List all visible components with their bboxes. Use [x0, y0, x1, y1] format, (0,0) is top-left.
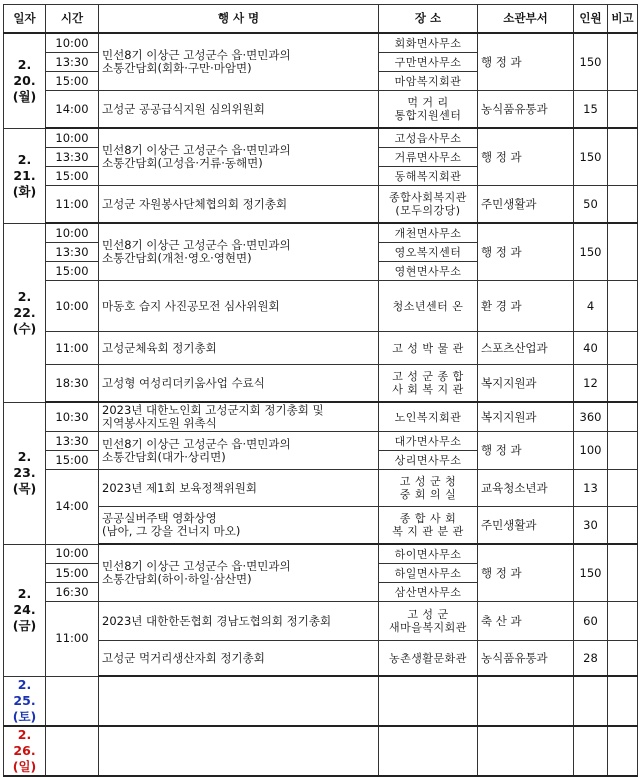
table-row: [4, 602, 638, 641]
note-cell: [608, 544, 638, 602]
place-cell: 마암복지회관: [379, 72, 478, 91]
empty-cell: [46, 676, 99, 726]
place-cell: 구만면사무소: [379, 53, 478, 72]
place-line: 고 성 군: [407, 608, 449, 621]
time-cell: 10:00: [46, 33, 99, 53]
header-place: 장 소: [379, 5, 478, 34]
event-name-line: 소통간담회(대가·상리면): [102, 449, 226, 464]
table-row: [4, 726, 638, 776]
event-name-line: 2023년 대한노인회 고성군지회 정기총회 및: [102, 403, 324, 417]
place-cell: [379, 470, 478, 507]
note-cell: [608, 186, 638, 224]
note-cell: [608, 223, 638, 281]
time-cell: 15:00: [46, 451, 99, 470]
event-name-line: 고성군 공공급식지원 심의위원회: [102, 101, 265, 116]
table-row: [4, 223, 638, 243]
event-name-line: 소통간담회(회화·구만·마암면): [102, 61, 252, 75]
place-cell: 대가면사무소: [379, 432, 478, 451]
empty-cell: [574, 676, 608, 726]
table-row: [4, 676, 638, 726]
note-cell: [608, 602, 638, 641]
time-cell: 13:30: [46, 243, 99, 262]
dept-cell: 행 정 과: [478, 33, 574, 91]
event-name-cell: [99, 365, 379, 403]
time-cell: 11:00: [46, 602, 99, 677]
event-name-line: 고성군체육회 정기총회: [102, 340, 217, 355]
day-date: 2. 20.: [13, 56, 36, 88]
day-weekday: (일): [12, 758, 37, 774]
count-cell: 150: [574, 223, 608, 281]
time-cell: 13:30: [46, 432, 99, 451]
count-cell: 40: [574, 332, 608, 365]
event-name-cell: [99, 602, 379, 641]
dept-cell: 복지지원과: [478, 402, 574, 432]
event-name-line: 고성형 여성리더키움사업 수료식: [102, 375, 265, 390]
empty-cell: [478, 726, 574, 776]
count-cell: 12: [574, 365, 608, 403]
day-date: 2. 21.: [13, 151, 36, 183]
place-line: 고 성 군 청: [399, 475, 457, 488]
day-date: 2. 22.: [13, 288, 36, 320]
event-name-line: 소통간담회(개천·영오·영현면): [102, 251, 252, 265]
day-weekday: (화): [12, 183, 37, 199]
dept-cell: 축 산 과: [478, 602, 574, 641]
day-date-cell: [4, 676, 46, 726]
event-name-line: 2023년 제1회 보육정책위원회: [102, 480, 257, 495]
empty-cell: [46, 726, 99, 776]
note-cell: [608, 128, 638, 186]
place-cell: 회화면사무소: [379, 33, 478, 53]
schedule-table: [3, 4, 638, 777]
empty-cell: [99, 676, 379, 726]
time-cell: 10:00: [46, 128, 99, 148]
count-cell: 4: [574, 281, 608, 332]
time-cell: 10:00: [46, 223, 99, 243]
place-cell: [379, 602, 478, 641]
time-cell: 13:30: [46, 148, 99, 167]
event-name-cell: [99, 432, 379, 470]
place-cell: 삼산면사무소: [379, 583, 478, 602]
note-cell: [608, 402, 638, 432]
event-name-cell: [99, 186, 379, 224]
place-cell: [379, 91, 478, 129]
note-cell: [608, 33, 638, 91]
time-cell: 11:00: [46, 186, 99, 224]
day-date-cell: [4, 128, 46, 223]
place-cell: 농촌생활문화관: [379, 641, 478, 677]
header-dept: 소관부서: [478, 5, 574, 34]
event-name-line: 민선8기 이상근 고성군수 읍·면민과의: [102, 238, 291, 252]
day-date: 2. 24.: [13, 586, 36, 617]
header-date: 일자: [4, 5, 46, 34]
place-cell: [379, 186, 478, 224]
time-cell: 10:00: [46, 281, 99, 332]
dept-cell: 행 정 과: [478, 432, 574, 470]
event-name-cell: [99, 402, 379, 432]
count-cell: 13: [574, 470, 608, 507]
dept-cell: 주민생활과: [478, 507, 574, 545]
place-cell: 동해복지회관: [379, 167, 478, 186]
time-cell: 16:30: [46, 583, 99, 602]
note-cell: [608, 432, 638, 470]
day-date: 2. 25.: [13, 676, 36, 708]
place-cell: 개천면사무소: [379, 223, 478, 243]
time-cell: 15:00: [46, 72, 99, 91]
note-cell: [608, 641, 638, 677]
note-cell: [608, 91, 638, 129]
place-line: 먹 거 리: [407, 96, 449, 109]
place-line: 종합사회복지관: [389, 191, 467, 204]
dept-cell: 환 경 과: [478, 281, 574, 332]
time-cell: 14:00: [46, 91, 99, 129]
place-cell: 하일면사무소: [379, 564, 478, 583]
dept-cell: 농식품유통과: [478, 91, 574, 129]
day-date-cell: [4, 726, 46, 776]
place-cell: 상리면사무소: [379, 451, 478, 470]
table-row: [4, 33, 638, 53]
place-line: 통합지원센터: [394, 109, 462, 122]
empty-cell: [478, 676, 574, 726]
table-row: [4, 544, 638, 564]
event-name-cell: [99, 507, 379, 545]
dept-cell: 복지지원과: [478, 365, 574, 403]
time-cell: 14:00: [46, 470, 99, 545]
event-name-line: 민선8기 이상근 고성군수 읍·면민과의: [102, 143, 291, 157]
day-weekday: (금): [12, 618, 37, 633]
event-name-cell: [99, 281, 379, 332]
dept-cell: 행 정 과: [478, 128, 574, 186]
place-cell: 영오복지센터: [379, 243, 478, 262]
count-cell: 100: [574, 432, 608, 470]
event-name-line: 고성군 자원봉사단체협의회 정기총회: [102, 196, 288, 211]
day-date-cell: [4, 402, 46, 544]
place-line: 중 회 의 실: [399, 488, 457, 501]
dept-cell: 교육청소년과: [478, 470, 574, 507]
day-date-cell: [4, 223, 46, 402]
count-cell: 360: [574, 402, 608, 432]
place-cell: 고 성 박 물 관: [379, 332, 478, 365]
day-weekday: (월): [12, 88, 37, 104]
place-cell: [379, 365, 478, 403]
table-row: [4, 332, 638, 365]
event-name-cell: [99, 128, 379, 186]
count-cell: 28: [574, 641, 608, 677]
day-date-cell: [4, 544, 46, 676]
event-name-cell: [99, 91, 379, 129]
event-name-cell: [99, 33, 379, 91]
empty-cell: [99, 726, 379, 776]
day-weekday: (목): [12, 481, 37, 496]
event-name-cell: [99, 223, 379, 281]
time-cell: 15:00: [46, 564, 99, 583]
count-cell: 150: [574, 33, 608, 91]
empty-cell: [608, 726, 638, 776]
event-name-cell: [99, 332, 379, 365]
event-name-line: 지역봉사지도원 위촉식: [102, 416, 217, 430]
day-weekday: (수): [12, 320, 37, 336]
table-row: [4, 507, 638, 545]
day-date: 2. 23.: [13, 449, 36, 480]
event-name-line: 민선8기 이상근 고성군수 읍·면민과의: [102, 436, 291, 451]
place-cell: 거류면사무소: [379, 148, 478, 167]
event-name-line: 소통간담회(고성읍·거류·동해면): [102, 156, 263, 170]
dept-cell: 스포츠산업과: [478, 332, 574, 365]
table-row: [4, 91, 638, 129]
empty-cell: [574, 726, 608, 776]
empty-cell: [379, 676, 478, 726]
event-name-cell: [99, 544, 379, 602]
header-note: 비고: [608, 5, 638, 34]
time-cell: 15:00: [46, 262, 99, 281]
empty-cell: [379, 726, 478, 776]
event-name-line: 마동호 습지 사진공모전 심사위원회: [102, 298, 280, 313]
day-date-cell: [4, 33, 46, 128]
count-cell: 15: [574, 91, 608, 129]
time-cell: 18:30: [46, 365, 99, 403]
table-row: [4, 186, 638, 224]
event-name-line: 고성군 먹거리생산자회 정기총회: [102, 650, 265, 665]
note-cell: [608, 470, 638, 507]
schedule-body: [4, 33, 638, 776]
empty-cell: [608, 676, 638, 726]
count-cell: 60: [574, 602, 608, 641]
time-cell: 15:00: [46, 167, 99, 186]
place-line: 사 회 복 지 관: [392, 383, 464, 396]
header-row: [4, 5, 638, 34]
day-date: 2. 26.: [13, 726, 36, 758]
count-cell: 50: [574, 186, 608, 224]
event-name-line: 2023년 대한한돈협회 경남도협의회 정기총회: [102, 613, 332, 628]
place-cell: 하이면사무소: [379, 544, 478, 564]
place-line: 복 지 관 분 관: [392, 525, 464, 538]
table-row: [4, 128, 638, 148]
note-cell: [608, 281, 638, 332]
table-row: [4, 365, 638, 403]
event-name-line: 공공실버주택 영화상영: [102, 511, 217, 525]
header-count: 인원: [574, 5, 608, 34]
header-event: 행 사 명: [99, 5, 379, 34]
event-name-cell: [99, 641, 379, 677]
dept-cell: 행 정 과: [478, 544, 574, 602]
place-cell: 청소년센터 온: [379, 281, 478, 332]
count-cell: 30: [574, 507, 608, 545]
event-name-line: (남아, 그 강을 건너지 마오): [102, 524, 241, 538]
place-line: (모두의강당): [395, 204, 461, 217]
dept-cell: 농식품유통과: [478, 641, 574, 677]
note-cell: [608, 365, 638, 403]
place-cell: 노인복지회관: [379, 402, 478, 432]
time-cell: 10:30: [46, 402, 99, 432]
table-row: [4, 641, 638, 677]
event-name-line: 민선8기 이상근 고성군수 읍·면민과의: [102, 559, 291, 573]
place-cell: [379, 507, 478, 545]
time-cell: 10:00: [46, 544, 99, 564]
place-cell: 영현면사무소: [379, 262, 478, 281]
place-line: 종 합 사 회: [399, 512, 457, 525]
time-cell: 11:00: [46, 332, 99, 365]
note-cell: [608, 332, 638, 365]
event-name-line: 소통간담회(하이·하일·삼산면): [102, 572, 252, 586]
table-row: [4, 281, 638, 332]
place-line: 고 성 군 종 합: [392, 370, 464, 383]
table-row: [4, 402, 638, 432]
note-cell: [608, 507, 638, 545]
count-cell: 150: [574, 544, 608, 602]
day-weekday: (토): [12, 708, 37, 724]
place-line: 새마을복지회관: [389, 621, 467, 634]
event-name-cell: [99, 470, 379, 507]
table-row: [4, 470, 638, 507]
dept-cell: 주민생활과: [478, 186, 574, 224]
header-time: 시간: [46, 5, 99, 34]
dept-cell: 행 정 과: [478, 223, 574, 281]
time-cell: 13:30: [46, 53, 99, 72]
count-cell: 150: [574, 128, 608, 186]
place-cell: 고성읍사무소: [379, 128, 478, 148]
table-row: [4, 432, 638, 451]
event-name-line: 민선8기 이상근 고성군수 읍·면민과의: [102, 48, 291, 62]
